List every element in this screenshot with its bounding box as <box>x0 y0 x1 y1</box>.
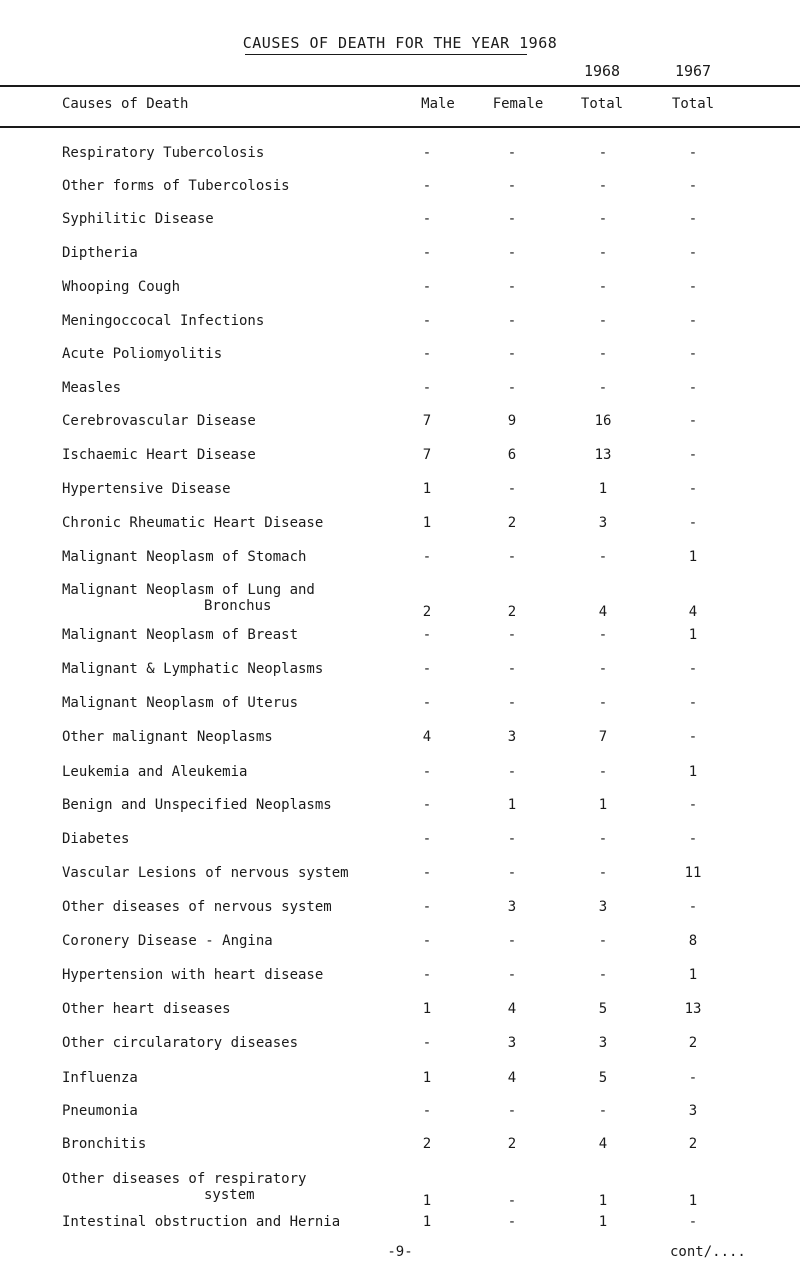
cause-label <box>62 695 362 711</box>
cell-female: - <box>507 178 517 194</box>
cause-label <box>62 967 362 983</box>
cause-label <box>62 797 362 813</box>
cell-male: - <box>422 695 432 711</box>
header-total-previous: Total <box>671 96 715 112</box>
cause-label <box>62 1214 362 1230</box>
cell-total: 1 <box>598 797 608 813</box>
cause-text: Hypertensive Disease <box>62 481 231 497</box>
table-row <box>0 313 800 349</box>
cause-label <box>62 245 362 261</box>
cell-male: - <box>422 865 432 881</box>
cell-total: 3 <box>598 515 608 531</box>
cell-female: - <box>507 211 517 227</box>
cause-text: Malignant Neoplasm of Stomach <box>62 549 307 565</box>
cell-prev: - <box>688 661 698 677</box>
cell-prev: - <box>688 279 698 295</box>
cell-female: 9 <box>507 413 517 429</box>
cause-label <box>62 380 362 396</box>
year-previous: 1967 <box>674 62 712 80</box>
cell-total: - <box>598 933 608 949</box>
cell-female: - <box>507 933 517 949</box>
cause-text: Other circularatory diseases <box>62 1035 299 1051</box>
cell-total: - <box>598 967 608 983</box>
table-row <box>0 933 800 969</box>
cell-total: - <box>598 279 608 295</box>
cell-female: - <box>507 346 517 362</box>
table-row <box>0 178 800 214</box>
table-row <box>0 447 800 483</box>
cause-label <box>62 481 362 497</box>
cell-prev: 2 <box>688 1136 698 1152</box>
cell-total: 4 <box>598 1136 608 1152</box>
cell-total: - <box>598 145 608 161</box>
cause-text: Chronic Rheumatic Heart Disease <box>62 515 324 531</box>
cell-total: - <box>598 627 608 643</box>
cell-male: 1 <box>422 1001 432 1017</box>
year-current: 1968 <box>583 62 621 80</box>
cell-prev: 3 <box>688 1103 698 1119</box>
cause-text: Benign and Unspecified Neoplasms <box>62 797 332 813</box>
cell-total: 1 <box>598 481 608 497</box>
cause-label <box>62 729 362 745</box>
table-row <box>0 346 800 382</box>
cell-male: - <box>422 145 432 161</box>
cell-total: - <box>598 346 608 362</box>
cell-total: 1 <box>598 1214 608 1230</box>
cause-text: Meningoccocal Infections <box>62 313 265 329</box>
cell-prev: - <box>688 245 698 261</box>
cell-female: - <box>507 549 517 565</box>
cause-label <box>62 447 362 463</box>
cell-female: - <box>507 865 517 881</box>
cell-total: - <box>598 661 608 677</box>
cell-female: - <box>507 1214 517 1230</box>
cell-male: - <box>422 661 432 677</box>
cell-total: - <box>598 695 608 711</box>
cause-text: Other diseases of respiratory <box>62 1171 307 1187</box>
cell-prev: 1 <box>688 627 698 643</box>
cell-prev: 1 <box>688 1193 698 1209</box>
cell-female: 2 <box>507 1136 517 1152</box>
cause-text: Other diseases of nervous system <box>62 899 332 915</box>
cell-total: - <box>598 211 608 227</box>
cause-text: Leukemia and Aleukemia <box>62 764 248 780</box>
table-row <box>0 627 800 663</box>
cell-male: - <box>422 346 432 362</box>
cell-prev: - <box>688 481 698 497</box>
cause-text-continued: system <box>204 1187 255 1203</box>
cell-prev: - <box>688 380 698 396</box>
table-row <box>0 481 800 517</box>
table-row <box>0 582 800 618</box>
cell-male: 2 <box>422 1136 432 1152</box>
cause-text: Measles <box>62 380 122 396</box>
table-row <box>0 279 800 315</box>
cell-male: 7 <box>422 413 432 429</box>
cause-label <box>62 933 362 949</box>
table-row <box>0 1136 800 1172</box>
header-female: Female <box>492 96 544 112</box>
cause-label <box>62 515 362 531</box>
table-row <box>0 967 800 1003</box>
cause-text: Diabetes <box>62 831 130 847</box>
cell-total: 5 <box>598 1070 608 1086</box>
cell-female: 6 <box>507 447 517 463</box>
page-number: -9- <box>387 1244 413 1260</box>
cell-male: - <box>422 797 432 813</box>
cell-prev: 8 <box>688 933 698 949</box>
cell-male: 1 <box>422 1214 432 1230</box>
cause-label <box>62 1035 362 1051</box>
cell-prev: 2 <box>688 1035 698 1051</box>
cell-male: 1 <box>422 1193 432 1209</box>
cell-female: - <box>507 145 517 161</box>
document-title: CAUSES OF DEATH FOR THE YEAR 1968 <box>242 34 558 52</box>
cell-female: - <box>507 481 517 497</box>
cell-prev: - <box>688 413 698 429</box>
cell-total: - <box>598 764 608 780</box>
cell-male: 7 <box>422 447 432 463</box>
cell-male: - <box>422 1103 432 1119</box>
title-underline <box>245 54 527 55</box>
table-row <box>0 145 800 181</box>
cause-text: Cerebrovascular Disease <box>62 413 256 429</box>
cell-prev: 11 <box>684 865 702 881</box>
cell-female: - <box>507 1103 517 1119</box>
cell-total: 3 <box>598 899 608 915</box>
cell-female: - <box>507 764 517 780</box>
table-row <box>0 549 800 585</box>
cell-prev: 13 <box>684 1001 702 1017</box>
cell-prev: - <box>688 695 698 711</box>
cause-text: Coronery Disease - Angina <box>62 933 273 949</box>
cell-prev: 4 <box>688 604 698 620</box>
cause-label <box>62 279 362 295</box>
cause-text: Bronchitis <box>62 1136 147 1152</box>
table-row <box>0 1070 800 1106</box>
cause-text: Acute Poliomyolitis <box>62 346 223 362</box>
cell-prev: 1 <box>688 967 698 983</box>
cell-total: 7 <box>598 729 608 745</box>
cause-label <box>62 1136 362 1152</box>
cell-female: 1 <box>507 797 517 813</box>
cause-text: Influenza <box>62 1070 138 1086</box>
cause-label <box>62 1001 362 1017</box>
cause-text: Vascular Lesions of nervous system <box>62 865 349 881</box>
cause-text: Other heart diseases <box>62 1001 231 1017</box>
cause-label <box>62 1171 362 1203</box>
cause-label <box>62 865 362 881</box>
cell-male: 4 <box>422 729 432 745</box>
cell-male: - <box>422 178 432 194</box>
table-row <box>0 1001 800 1037</box>
cell-prev: - <box>688 447 698 463</box>
cause-label <box>62 413 362 429</box>
cause-text: Whooping Cough <box>62 279 181 295</box>
cell-prev: 1 <box>688 549 698 565</box>
cause-label <box>62 313 362 329</box>
cell-total: 1 <box>598 1193 608 1209</box>
cell-prev: - <box>688 145 698 161</box>
cause-text-continued: Bronchus <box>204 598 272 614</box>
cell-total: 13 <box>594 447 612 463</box>
cell-female: - <box>507 1193 517 1209</box>
cause-label <box>62 1103 362 1119</box>
cause-label <box>62 549 362 565</box>
cell-prev: - <box>688 797 698 813</box>
cell-male: - <box>422 380 432 396</box>
table-row <box>0 245 800 281</box>
table-row <box>0 695 800 731</box>
cause-label <box>62 764 362 780</box>
header-total-current: Total <box>580 96 624 112</box>
cause-text: Syphilitic Disease <box>62 211 214 227</box>
table-row <box>0 1171 800 1207</box>
cell-prev: - <box>688 899 698 915</box>
table-row <box>0 764 800 800</box>
cell-female: 3 <box>507 899 517 915</box>
cause-text: Malignant Neoplasm of Breast <box>62 627 299 643</box>
cell-male: - <box>422 899 432 915</box>
cause-label <box>62 211 362 227</box>
cell-male: 1 <box>422 1070 432 1086</box>
cell-female: 2 <box>507 515 517 531</box>
cell-male: - <box>422 933 432 949</box>
cell-female: - <box>507 831 517 847</box>
table-row <box>0 211 800 247</box>
cell-male: - <box>422 549 432 565</box>
table-row <box>0 797 800 833</box>
cause-label <box>62 661 362 677</box>
cell-female: - <box>507 661 517 677</box>
cell-total: - <box>598 865 608 881</box>
cause-text: Hypertension with heart disease <box>62 967 324 983</box>
header-male: Male <box>421 96 455 112</box>
cause-text: Other malignant Neoplasms <box>62 729 273 745</box>
cell-female: 3 <box>507 1035 517 1051</box>
cell-prev: - <box>688 1214 698 1230</box>
table-row <box>0 515 800 551</box>
cell-female: 2 <box>507 604 517 620</box>
cause-text: Diptheria <box>62 245 138 261</box>
cell-prev: - <box>688 729 698 745</box>
cell-female: - <box>507 695 517 711</box>
cause-text: Respiratory Tubercolosis <box>62 145 265 161</box>
cell-total: - <box>598 549 608 565</box>
table-row <box>0 831 800 867</box>
cell-total: - <box>598 1103 608 1119</box>
cell-female: 4 <box>507 1070 517 1086</box>
cell-total: 3 <box>598 1035 608 1051</box>
cell-female: - <box>507 279 517 295</box>
cell-total: - <box>598 831 608 847</box>
cell-male: - <box>422 967 432 983</box>
cell-prev: - <box>688 313 698 329</box>
cell-female: - <box>507 627 517 643</box>
cell-prev: - <box>688 211 698 227</box>
continued-note: cont/.... <box>670 1244 746 1260</box>
cell-female: - <box>507 313 517 329</box>
cause-label <box>62 831 362 847</box>
cell-total: - <box>598 313 608 329</box>
cause-text: Other forms of Tubercolosis <box>62 178 290 194</box>
cell-total: 4 <box>598 604 608 620</box>
cell-female: - <box>507 967 517 983</box>
cell-prev: - <box>688 346 698 362</box>
header-bottom-rule <box>0 126 800 128</box>
cause-text: Malignant Neoplasm of Uterus <box>62 695 299 711</box>
cell-prev: - <box>688 1070 698 1086</box>
cell-prev: - <box>688 831 698 847</box>
cause-text: Intestinal obstruction and Hernia <box>62 1214 341 1230</box>
cell-male: - <box>422 313 432 329</box>
cell-total: 5 <box>598 1001 608 1017</box>
cell-total: - <box>598 380 608 396</box>
cell-male: - <box>422 627 432 643</box>
cell-male: 1 <box>422 481 432 497</box>
table-row <box>0 1035 800 1071</box>
cause-label <box>62 582 362 614</box>
cell-male: - <box>422 245 432 261</box>
cause-label <box>62 899 362 915</box>
table-row <box>0 865 800 901</box>
cell-prev: - <box>688 515 698 531</box>
header-cause: Causes of Death <box>62 96 189 112</box>
cell-male: 2 <box>422 604 432 620</box>
cause-label <box>62 178 362 194</box>
cell-prev: 1 <box>688 764 698 780</box>
cell-male: - <box>422 1035 432 1051</box>
cell-female: 4 <box>507 1001 517 1017</box>
cell-male: - <box>422 211 432 227</box>
cause-text: Malignant Neoplasm of Lung and <box>62 582 315 598</box>
header-top-rule <box>0 85 800 87</box>
cell-male: 1 <box>422 515 432 531</box>
table-row <box>0 1103 800 1139</box>
cell-total: - <box>598 178 608 194</box>
table-row <box>0 413 800 449</box>
cause-text: Ischaemic Heart Disease <box>62 447 256 463</box>
cell-total: - <box>598 245 608 261</box>
cell-female: - <box>507 245 517 261</box>
table-row <box>0 729 800 765</box>
table-row <box>0 380 800 416</box>
table-row <box>0 661 800 697</box>
cell-prev: - <box>688 178 698 194</box>
cause-label <box>62 1070 362 1086</box>
cause-text: Malignant & Lymphatic Neoplasms <box>62 661 324 677</box>
cell-female: - <box>507 380 517 396</box>
cell-female: 3 <box>507 729 517 745</box>
cell-male: - <box>422 764 432 780</box>
table-row <box>0 899 800 935</box>
cell-male: - <box>422 831 432 847</box>
cell-total: 16 <box>594 413 612 429</box>
cause-label <box>62 346 362 362</box>
cause-label <box>62 145 362 161</box>
cause-text: Pneumonia <box>62 1103 138 1119</box>
cell-male: - <box>422 279 432 295</box>
cause-label <box>62 627 362 643</box>
